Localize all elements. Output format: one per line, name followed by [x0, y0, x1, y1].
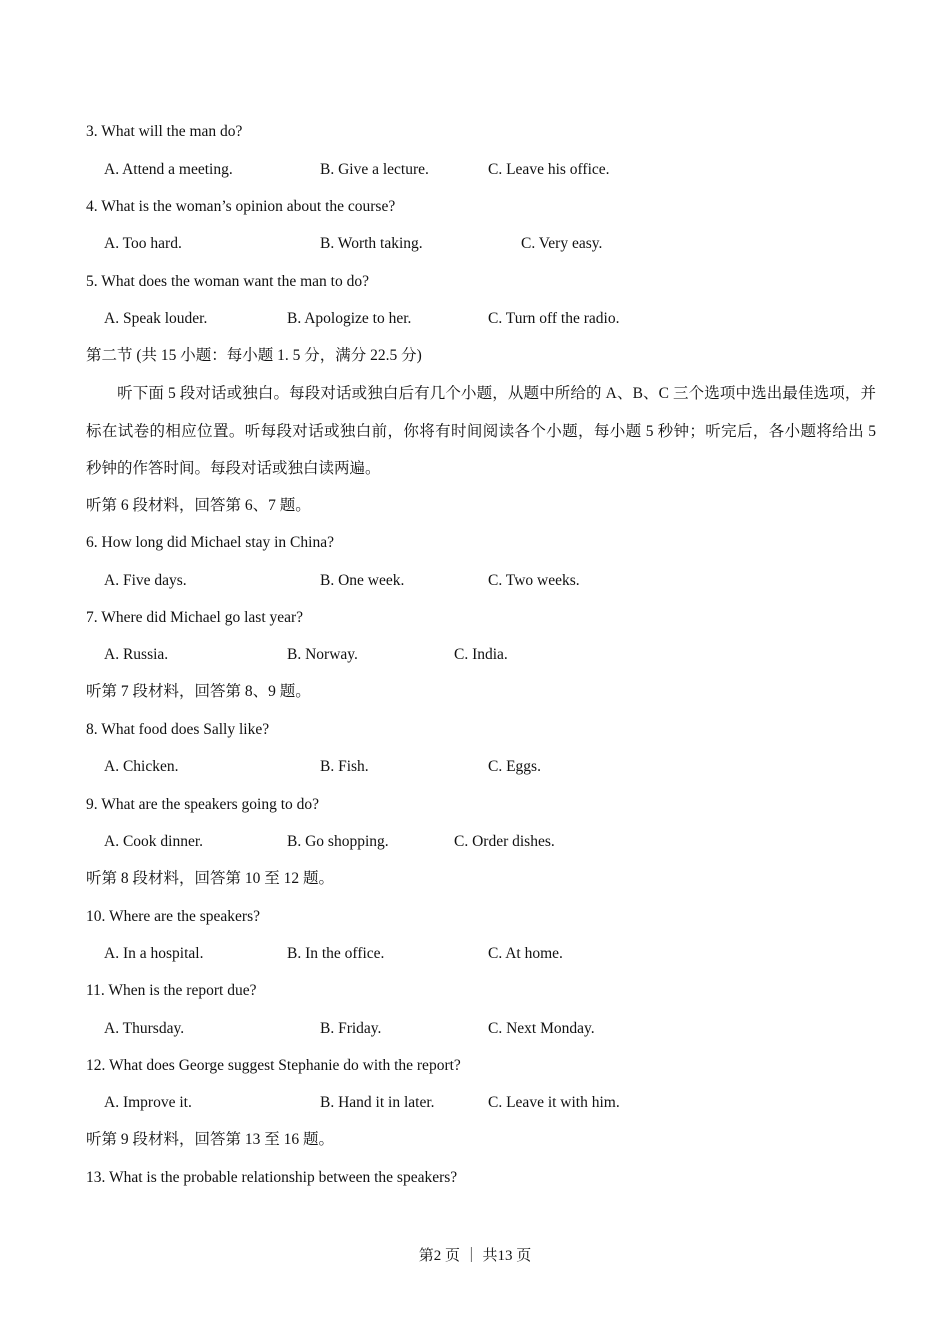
question-7: 7. Where did Michael go last year? — [86, 609, 304, 626]
option-11c: C. Next Monday. — [488, 1020, 595, 1037]
option-9b: B. Go shopping. — [287, 833, 389, 850]
option-7a: A. Russia. — [104, 646, 169, 663]
option-10c: C. At home. — [488, 945, 563, 962]
option-4b: B. Worth taking. — [320, 235, 423, 252]
page-footer: 第2 页 ｜ 共13 页 — [418, 1248, 532, 1264]
option-9c: C. Order dishes. — [454, 833, 555, 850]
option-9a: A. Cook dinner. — [104, 833, 204, 850]
material-6-note: 听第 6 段材料，回答第 6、7 题。 — [86, 497, 311, 514]
question-3: 3. What will the man do? — [86, 123, 243, 140]
option-12b: B. Hand it in later. — [320, 1094, 435, 1111]
option-8b: B. Fish. — [320, 758, 369, 775]
question-12: 12. What does George suggest Stephanie do with the report? — [86, 1057, 461, 1074]
option-5b: B. Apologize to her. — [287, 310, 412, 327]
option-10b: B. In the office. — [287, 945, 385, 962]
option-11a: A. Thursday. — [104, 1020, 185, 1037]
option-5c: C. Turn off the radio. — [488, 310, 620, 327]
option-11b: B. Friday. — [320, 1020, 382, 1037]
question-6: 6. How long did Michael stay in China? — [86, 534, 334, 551]
option-4a: A. Too hard. — [104, 235, 182, 252]
question-4: 4. What is the woman’s opinion about the course? — [86, 198, 396, 215]
material-7-note: 听第 7 段材料，回答第 8、9 题。 — [86, 683, 311, 700]
option-7b: B. Norway. — [287, 646, 358, 663]
option-6c: C. Two weeks. — [488, 572, 580, 589]
material-9-note: 听第 9 段材料，回答第 13 至 16 题。 — [86, 1131, 335, 1148]
question-13: 13. What is the probable relationship between the speakers? — [86, 1169, 458, 1186]
option-12c: C. Leave it with him. — [488, 1094, 620, 1111]
option-3a: A. Attend a meeting. — [104, 161, 233, 178]
section-instructions — [86, 375, 876, 488]
option-8a: A. Chicken. — [104, 758, 179, 775]
question-8: 8. What food does Sally like? — [86, 721, 270, 738]
option-4c: C. Very easy. — [521, 235, 603, 252]
instructions-text: 听下面 5 段对话或独白。每段对话或独白后有几个小题，从题中所给的 A、B、C 三个选项中选出最佳选项，并标在试卷的相应位置。听每段对话或独白前，你将有时间阅读各个小题，每小题 5 秒钟；听完后，各小题将给出 5 秒钟的作答时间。每段对话或独白读两遍。 — [86, 385, 876, 477]
option-7c: C. India. — [454, 646, 508, 663]
option-3c: C. Leave his office. — [488, 161, 610, 178]
option-8c: C. Eggs. — [488, 758, 541, 775]
option-6b: B. One week. — [320, 572, 405, 589]
material-8-note: 听第 8 段材料，回答第 10 至 12 题。 — [86, 870, 335, 887]
option-6a: A. Five days. — [104, 572, 187, 589]
option-3b: B. Give a lecture. — [320, 161, 429, 178]
question-11: 11. When is the report due? — [86, 982, 257, 999]
question-5: 5. What does the woman want the man to do? — [86, 273, 369, 290]
question-9: 9. What are the speakers going to do? — [86, 796, 319, 813]
section-heading: 第二节 (共 15 小题：每小题 1. 5 分，满分 22.5 分) — [86, 347, 422, 364]
option-12a: A. Improve it. — [104, 1094, 192, 1111]
option-5a: A. Speak louder. — [104, 310, 208, 327]
option-10a: A. In a hospital. — [104, 945, 204, 962]
question-10: 10. Where are the speakers? — [86, 908, 260, 925]
